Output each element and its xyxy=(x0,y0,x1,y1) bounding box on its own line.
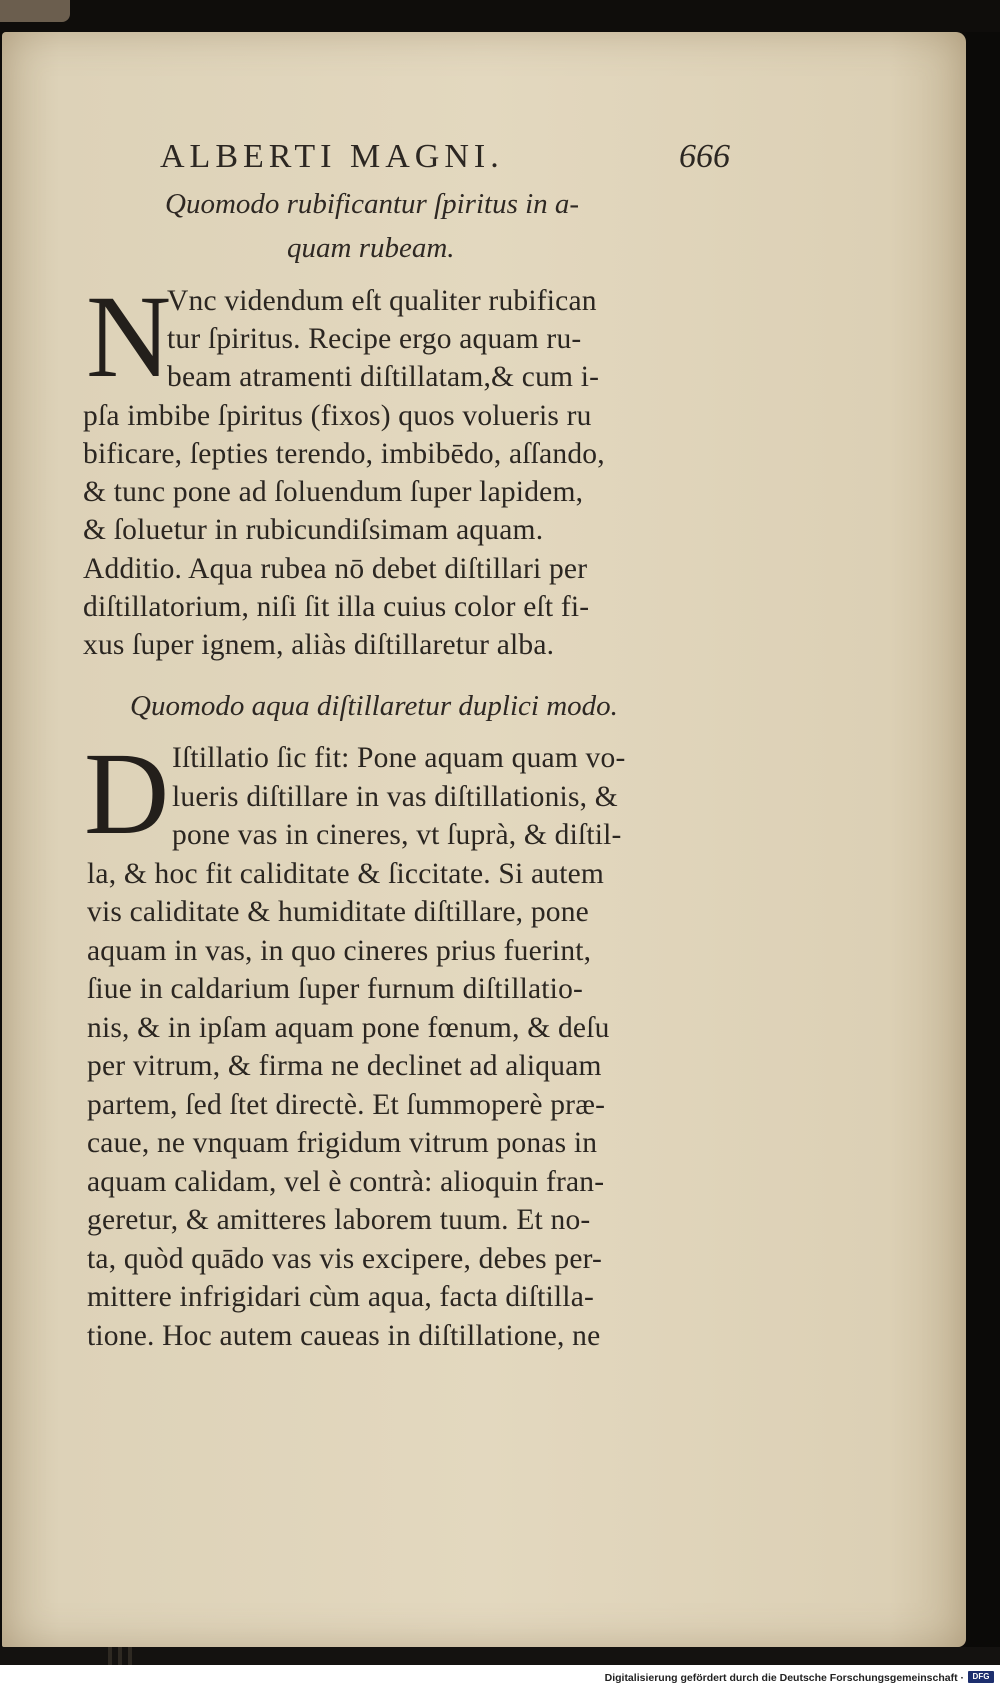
text-line: aquam in vas, in quo cineres prius fuerint, xyxy=(87,935,592,967)
text-line: nis, & in ipſam aquam pone fœnum, & deſu xyxy=(87,1012,610,1044)
edge-mark xyxy=(128,1647,132,1665)
binding-tab xyxy=(0,0,70,22)
section-heading-line-2: quam rubeam. xyxy=(287,232,455,264)
edge-mark xyxy=(108,1647,112,1665)
text-line: beam atramenti diſtillatam,& cum i- xyxy=(167,361,600,393)
text-line: Iſtillatio ſic fit: Pone aquam quam vo- xyxy=(172,742,626,774)
text-line: partem, ſed ſtet directè. Et ſummoperè præ- xyxy=(87,1089,606,1121)
drop-cap-initial: N xyxy=(86,271,172,402)
text-line: aquam calidam, vel è contrà: alioquin fran- xyxy=(87,1166,605,1198)
edge-mark xyxy=(118,1647,122,1665)
text-line: tur ſpiritus. Recipe ergo aquam ru- xyxy=(167,323,582,355)
text-line: diſtillatorium, niſi ſit illa cuius color eſt fi- xyxy=(83,591,590,623)
scan-right-edge xyxy=(966,32,1000,1647)
text-line: ta, quòd quādo vas vis excipere, debes per- xyxy=(87,1243,603,1275)
text-line: & tunc pone ad ſoluendum ſuper lapidem, xyxy=(83,476,584,508)
running-head xyxy=(160,138,730,182)
text-line: per vitrum, & firma ne declinet ad aliquam xyxy=(87,1050,602,1082)
dfg-logo: DFG xyxy=(968,1671,994,1683)
digitization-footer xyxy=(0,1665,1000,1690)
text-line: & ſoluetur in rubicundiſsimam aquam. xyxy=(83,514,544,546)
scan-bottom-edge xyxy=(0,1647,1000,1665)
text-line: ſiue in caldarium ſuper furnum diſtillatio- xyxy=(87,973,584,1005)
text-line: vis caliditate & humiditate diſtillare, pone xyxy=(87,896,589,928)
text-line: pſa imbibe ſpiritus (fixos) quos volueris ru xyxy=(83,400,592,432)
text-line: bificare, ſepties terendo, imbibēdo, aſſando, xyxy=(83,438,605,470)
text-line: xus ſuper ignem, aliàs diſtillaretur alba. xyxy=(83,629,555,661)
text-line: pone vas in cineres, vt ſuprà, & diſtil- xyxy=(172,819,622,851)
text-line: tione. Hoc autem caueas in diſtillatione, ne xyxy=(87,1320,601,1352)
section-heading-line-1: Quomodo rubificantur ſpiritus in a- xyxy=(165,188,580,220)
section-heading: Quomodo aqua diſtillaretur duplici modo. xyxy=(130,690,618,722)
text-line: Vnc videndum eſt qualiter rubifican xyxy=(167,285,597,317)
text-line: la, & hoc fit caliditate & ſiccitate. Si autem xyxy=(87,858,605,890)
funding-credit: Digitalisierung gefördert durch die Deutsche Forschungsgemeinschaft · xyxy=(604,1672,964,1684)
scan-top-edge xyxy=(0,0,1000,32)
text-line: Additio. Aqua rubea nō debet diſtillari per xyxy=(83,553,588,585)
drop-cap-initial: D xyxy=(84,728,170,859)
page-number: 666 xyxy=(679,138,730,175)
text-line: geretur, & amitteres laborem tuum. Et no- xyxy=(87,1204,591,1236)
text-line: caue, ne vnquam frigidum vitrum ponas in xyxy=(87,1127,598,1159)
text-line: mittere infrigidari cùm aqua, facta diſtilla- xyxy=(87,1281,595,1313)
text-line: lueris diſtillare in vas diſtillationis, & xyxy=(172,781,618,813)
running-head-title: ALBERTI MAGNI. xyxy=(160,138,504,175)
